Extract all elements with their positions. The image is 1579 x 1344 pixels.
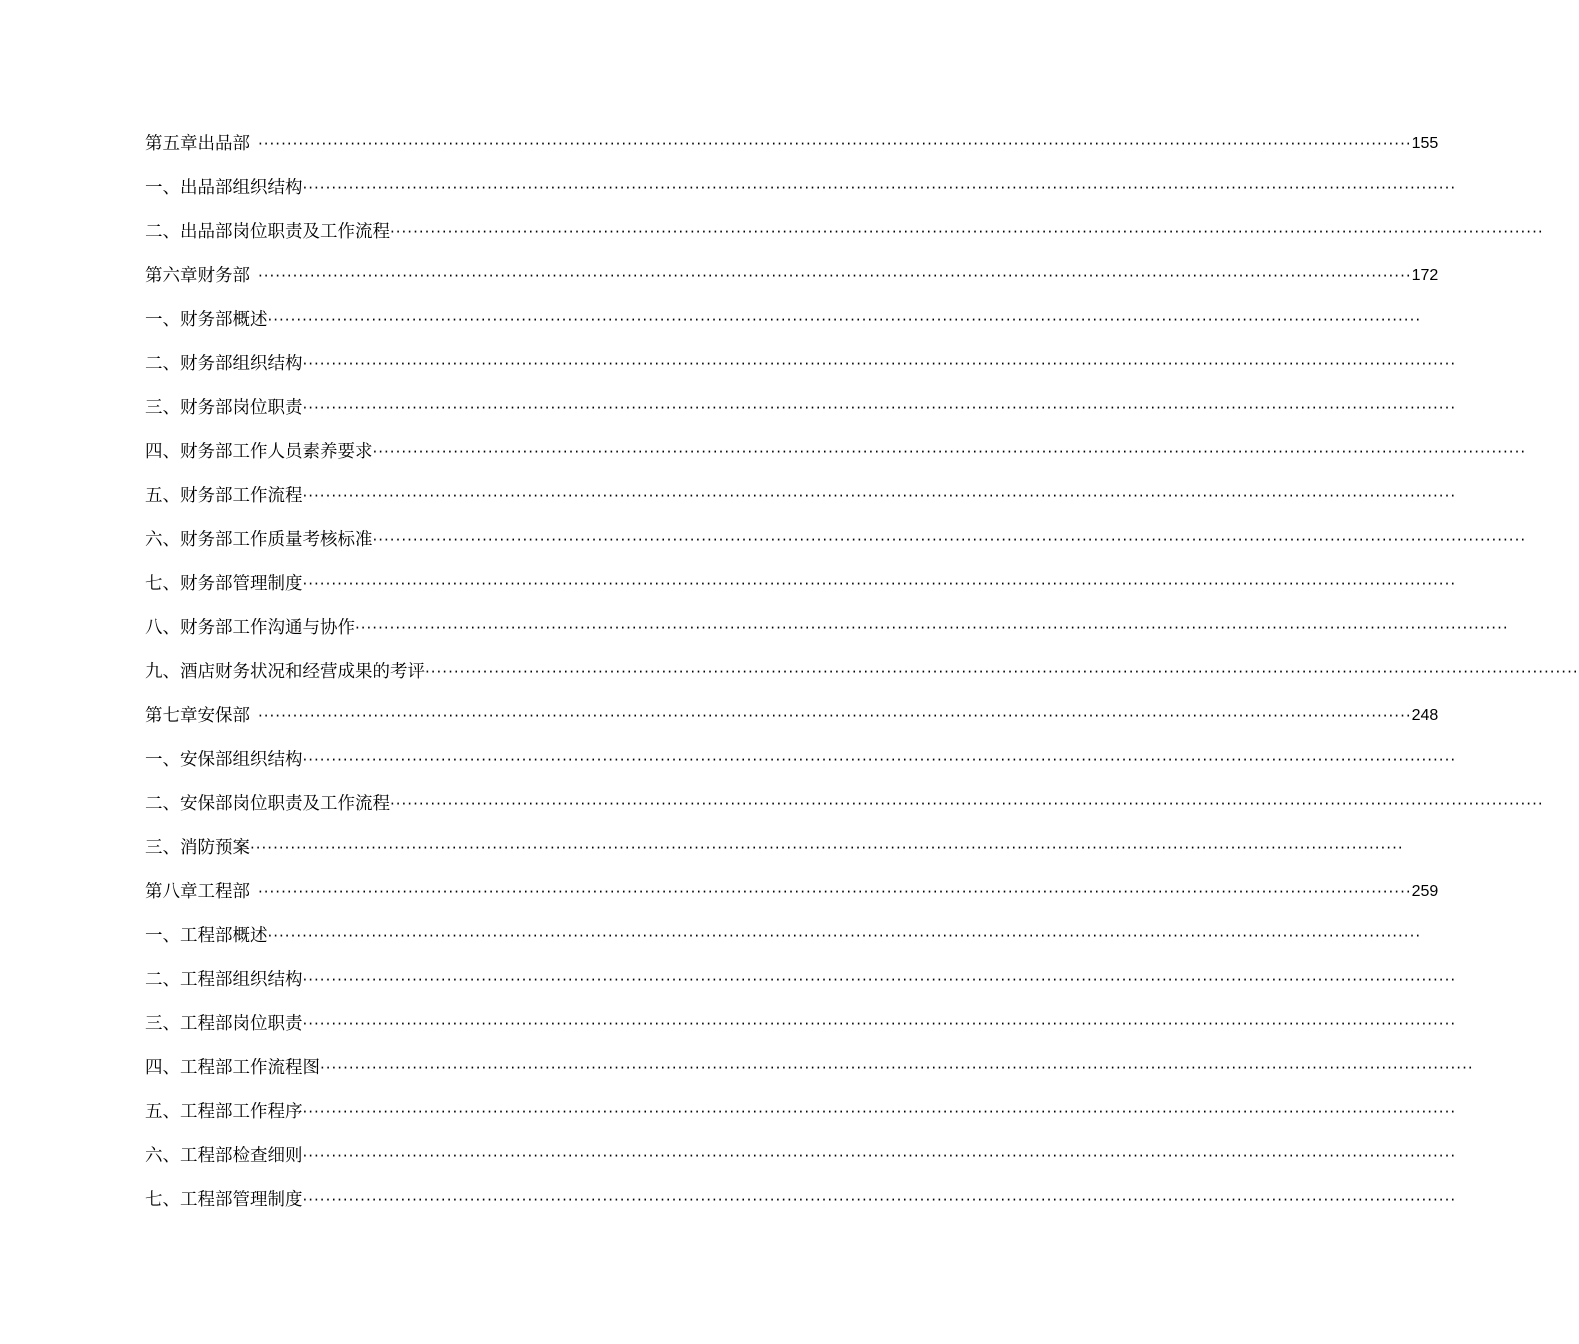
section-title: 一、工程部概述 <box>145 926 268 946</box>
toc-section-row <box>145 342 1457 386</box>
toc-section-row <box>145 298 1422 342</box>
dot-leader: ········································································································································································································ <box>302 179 1457 197</box>
section-title: 二、财务部组织结构 <box>145 354 303 374</box>
dot-leader: ········································································································································································································ <box>258 883 1412 901</box>
page-number: 248 <box>1411 707 1439 724</box>
chapter-number: 第五章 <box>145 134 198 154</box>
toc-section-row <box>145 1178 1457 1222</box>
section-title: 九、酒店财务状况和经营成果的考评 <box>145 662 425 682</box>
page-number: 155 <box>1411 135 1439 152</box>
dot-leader: ········································································································································································································ <box>355 619 1509 637</box>
page-number: 259 <box>1411 883 1439 900</box>
dot-leader: ········································································································································································································ <box>258 707 1412 725</box>
section-title: 三、财务部岗位职责 <box>145 398 303 418</box>
section-title: 三、消防预案 <box>145 838 250 858</box>
dot-leader: ········································································································································································································ <box>320 1059 1474 1077</box>
toc-section-row <box>145 210 1544 254</box>
dot-leader: ········································································································································································································ <box>258 267 1412 285</box>
dot-leader: ········································································································································································································ <box>267 311 1422 329</box>
dot-leader: ········································································································································································································ <box>258 135 1412 153</box>
toc-section-row <box>145 1090 1457 1134</box>
section-title: 七、财务部管理制度 <box>145 574 303 594</box>
toc-section-row <box>145 562 1457 606</box>
dot-leader: ········································································································································································································ <box>372 531 1527 549</box>
dot-leader: ········································································································································································································ <box>302 355 1457 373</box>
toc-section-row <box>145 650 1579 694</box>
dot-leader: ········································································································································································································ <box>372 443 1527 461</box>
toc-section-row <box>145 518 1527 562</box>
dot-leader: ········································································································································································································ <box>390 795 1544 813</box>
toc-section-row <box>145 738 1457 782</box>
chapter-number: 第七章 <box>145 706 198 726</box>
section-title: 一、财务部概述 <box>145 310 268 330</box>
chapter-title: 财务部 <box>197 266 250 286</box>
dot-leader: ········································································································································································································ <box>390 223 1544 241</box>
section-title: 二、安保部岗位职责及工作流程 <box>145 794 390 814</box>
chapter-title: 工程部 <box>197 882 250 902</box>
toc-section-row <box>145 430 1527 474</box>
dot-leader: ········································································································································································································ <box>302 1191 1457 1209</box>
section-title: 二、工程部组织结构 <box>145 970 303 990</box>
dot-leader: ········································································································································································································ <box>302 971 1457 989</box>
toc-chapter-row <box>145 694 1439 738</box>
dot-leader: ········································································································································································································ <box>302 751 1457 769</box>
dot-leader: ········································································································································································································ <box>425 663 1579 681</box>
dot-leader: ········································································································································································································ <box>302 575 1457 593</box>
page-number: 172 <box>1411 267 1439 284</box>
section-title: 二、出品部岗位职责及工作流程 <box>145 222 390 242</box>
section-title: 三、工程部岗位职责 <box>145 1014 303 1034</box>
dot-leader: ········································································································································································································ <box>302 1015 1457 1033</box>
toc-chapter-row <box>145 122 1439 166</box>
toc-chapter-row <box>145 254 1439 298</box>
toc-section-row <box>145 606 1509 650</box>
section-title: 五、财务部工作流程 <box>145 486 303 506</box>
section-title: 七、工程部管理制度 <box>145 1190 303 1210</box>
section-title: 四、财务部工作人员素养要求 <box>145 442 373 462</box>
dot-leader: ········································································································································································································ <box>302 399 1457 417</box>
section-title: 六、财务部工作质量考核标准 <box>145 530 373 550</box>
chapter-number: 第六章 <box>145 266 198 286</box>
chapter-title: 出品部 <box>197 134 250 154</box>
toc-section-row <box>145 826 1404 870</box>
section-title: 五、工程部工作程序 <box>145 1102 303 1122</box>
chapter-number: 第八章 <box>145 882 198 902</box>
dot-leader: ········································································································································································································ <box>302 1103 1457 1121</box>
chapter-title: 安保部 <box>197 706 250 726</box>
section-title: 一、出品部组织结构 <box>145 178 303 198</box>
toc-section-row <box>145 166 1457 210</box>
toc-section-row <box>145 1134 1457 1178</box>
dot-leader: ········································································································································································································ <box>302 1147 1457 1165</box>
toc-section-row <box>145 1002 1457 1046</box>
toc-section-row <box>145 914 1422 958</box>
dot-leader: ········································································································································································································ <box>267 927 1422 945</box>
section-title: 六、工程部检查细则 <box>145 1146 303 1166</box>
toc-chapter-row <box>145 870 1439 914</box>
toc-section-row <box>145 474 1457 518</box>
dot-leader: ········································································································································································································ <box>250 839 1404 857</box>
dot-leader: ········································································································································································································ <box>302 487 1457 505</box>
toc-section-row <box>145 386 1457 430</box>
section-title: 一、安保部组织结构 <box>145 750 303 770</box>
table-of-contents <box>145 122 1579 1222</box>
section-title: 四、工程部工作流程图 <box>145 1058 320 1078</box>
toc-section-row <box>145 782 1544 826</box>
section-title: 八、财务部工作沟通与协作 <box>145 618 355 638</box>
toc-section-row <box>145 1046 1474 1090</box>
toc-section-row <box>145 958 1457 1002</box>
